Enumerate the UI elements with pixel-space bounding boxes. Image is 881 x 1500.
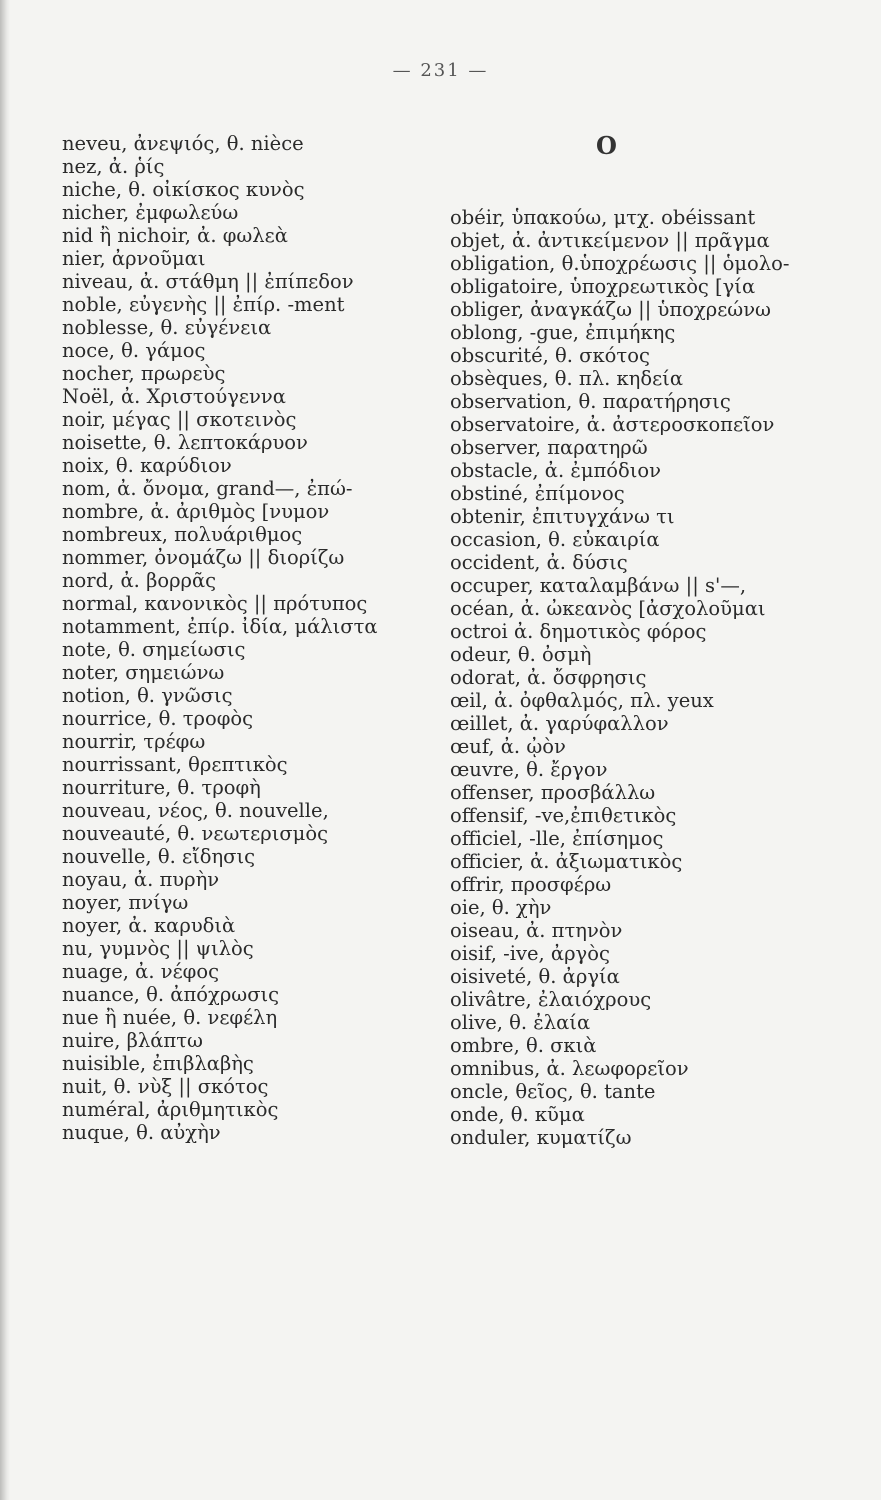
dictionary-entry: nombre, ἀ. ἀριθμὸς [νυμον bbox=[62, 500, 330, 523]
dictionary-entry: nicher, ἐμφωλεύω bbox=[62, 201, 239, 224]
dictionary-entry: niche, θ. οἰκίσκος κυνὸς bbox=[62, 178, 305, 201]
dictionary-entry: noisette, θ. λεπτοκάρυον bbox=[62, 431, 308, 454]
dictionary-entry: noblesse, θ. εὐγένεια bbox=[62, 316, 272, 339]
dictionary-entry: nuance, θ. ἀπόχρωσις bbox=[62, 983, 280, 1006]
dictionary-entry: numéral, ἀριθμητικὸς bbox=[62, 1098, 279, 1121]
dictionary-entry: onduler, κυματίζω bbox=[450, 1126, 632, 1149]
dictionary-entry: nourrir, τρέφω bbox=[62, 730, 206, 753]
dictionary-entry: objet, ἀ. ἀντικείμενον || πρᾶγμα bbox=[450, 229, 770, 252]
dictionary-entry: observer, παρατηρῶ bbox=[450, 436, 648, 459]
dictionary-entry: obsèques, θ. πλ. κηδεία bbox=[450, 367, 683, 390]
dictionary-entry: noix, θ. καρύδιον bbox=[62, 454, 232, 477]
dictionary-entry: nourrice, θ. τροφὸς bbox=[62, 707, 254, 730]
dictionary-entry: oisiveté, θ. ἀργία bbox=[450, 965, 620, 988]
page-binding-edge bbox=[0, 0, 10, 1500]
dictionary-entry: normal, κανονικὸς || πρότυπος bbox=[62, 592, 368, 615]
dictionary-entry: olivâtre, ἐλαιόχρους bbox=[450, 988, 652, 1011]
dictionary-entry: obstacle, ἀ. ἐμπόδιον bbox=[450, 459, 662, 482]
left-column-entries bbox=[62, 132, 442, 1144]
dictionary-entry: nourriture, θ. τροφὴ bbox=[62, 776, 261, 799]
dictionary-entry: obligatoire, ὑποχρεωτικὸς [γία bbox=[450, 275, 756, 298]
dictionary-entry: œil, ἀ. ὀφθαλμός, πλ. yeux bbox=[450, 689, 714, 712]
dictionary-entry: noter, σημειώνω bbox=[62, 661, 225, 684]
dictionary-entry: obscurité, θ. σκότος bbox=[450, 344, 650, 367]
dictionary-entry: noyer, πνίγω bbox=[62, 891, 189, 914]
dictionary-entry: nuage, ἀ. νέφος bbox=[62, 960, 219, 983]
dictionary-entry: obéir, ὑπακούω, μτχ. obéissant bbox=[450, 206, 756, 229]
dictionary-entry: nez, ἀ. ῥίς bbox=[62, 155, 165, 178]
dictionary-entry: ombre, θ. σκιὰ bbox=[450, 1034, 597, 1057]
dictionary-entry: observatoire, ἀ. ἀστεροσκοπεῖον bbox=[450, 413, 775, 436]
dictionary-entry: œuvre, θ. ἔργον bbox=[450, 758, 608, 781]
dictionary-entry: oisif, -ive, ἀργὸς bbox=[450, 942, 610, 965]
dictionary-entry: notamment, ἐπίρ. ἰδία, μάλιστα bbox=[62, 615, 378, 638]
dictionary-entry: nouveau, νέος, θ. nouvelle, bbox=[62, 799, 329, 822]
dictionary-entry: oiseau, ἀ. πτηνὸν bbox=[450, 919, 623, 942]
dictionary-entry: nier, ἀρνοῦμαι bbox=[62, 247, 206, 270]
dictionary-entry: nouveauté, θ. νεωτερισμὸς bbox=[62, 822, 329, 845]
dictionary-entry: odorat, ἀ. ὄσφρησις bbox=[450, 666, 647, 689]
dictionary-entry: oblong, -gue, ἐπιμήκης bbox=[450, 321, 676, 344]
dictionary-entry: nu, γυμνὸς || ψιλὸς bbox=[62, 937, 254, 960]
dictionary-entry: nuit, θ. νὺξ || σκότος bbox=[62, 1075, 269, 1098]
dictionary-entry: oie, θ. χὴν bbox=[450, 896, 552, 919]
dictionary-entry: noyau, ἀ. πυρὴν bbox=[62, 868, 220, 891]
right-column-entries bbox=[450, 206, 850, 1149]
dictionary-entry: nuque, θ. αὐχὴν bbox=[62, 1121, 221, 1144]
dictionary-entry: olive, θ. ἐλαία bbox=[450, 1011, 591, 1034]
dictionary-entry: noce, θ. γάμος bbox=[62, 339, 206, 362]
dictionary-entry: Noël, ἀ. Χριστούγεννα bbox=[62, 385, 286, 408]
dictionary-entry: nuisible, ἐπιβλαβὴς bbox=[62, 1052, 254, 1075]
dictionary-entry: nourrissant, θρεπτικὸς bbox=[62, 753, 288, 776]
dictionary-entry: obstiné, ἐπίμονος bbox=[450, 482, 625, 505]
dictionary-entry: occuper, καταλαμβάνω || s'—, bbox=[450, 574, 747, 597]
dictionary-entry: occasion, θ. εὐκαιρία bbox=[450, 528, 660, 551]
dictionary-entry: neveu, ἀνεψιός, θ. nièce bbox=[62, 132, 304, 155]
dictionary-entry: nid ἢ nichoir, ἀ. φωλεὰ bbox=[62, 224, 288, 247]
page-number: — 231 — bbox=[392, 60, 489, 81]
dictionary-entry: obliger, ἀναγκάζω || ὑποχρεώνω bbox=[450, 298, 771, 321]
dictionary-entry: obtenir, ἐπιτυγχάνω τι bbox=[450, 505, 675, 528]
dictionary-entry: nue ἢ nuée, θ. νεφέλη bbox=[62, 1006, 278, 1029]
dictionary-entry: observation, θ. παρατήρησις bbox=[450, 390, 731, 413]
dictionary-entry: notion, θ. γνῶσις bbox=[62, 684, 233, 707]
dictionary-entry: note, θ. σημείωσις bbox=[62, 638, 246, 661]
dictionary-entry: nuire, βλάπτω bbox=[62, 1029, 203, 1052]
dictionary-entry: officiel, -lle, ἐπίσημος bbox=[450, 827, 664, 850]
dictionary-entry: œuf, ἀ. ᾠὸν bbox=[450, 735, 566, 758]
dictionary-entry: occident, ἀ. δύσις bbox=[450, 551, 628, 574]
dictionary-entry: omnibus, ἀ. λεωφορεῖον bbox=[450, 1057, 689, 1080]
dictionary-entry: obligation, θ.ὑποχρέωσις || ὁμολο- bbox=[450, 252, 790, 275]
dictionary-entry: nombreux, πολυάριθμος bbox=[62, 523, 303, 546]
dictionary-entry: nouvelle, θ. εἴδησις bbox=[62, 845, 256, 868]
dictionary-entry: onde, θ. κῦμα bbox=[450, 1103, 585, 1126]
dictionary-entry: odeur, θ. ὀσμὴ bbox=[450, 643, 592, 666]
dictionary-entry: œillet, ἀ. γαρύφαλλον bbox=[450, 712, 669, 735]
dictionary-entry: océan, ἀ. ὠκεανὸς [ἀσχολοῦμαι bbox=[450, 597, 766, 620]
dictionary-entry: offenser, προσβάλλω bbox=[450, 781, 656, 804]
dictionary-entry: nom, ἀ. ὄνομα, grand—, ἐπώ- bbox=[62, 477, 353, 500]
dictionary-entry: noir, μέγας || σκοτεινὸς bbox=[62, 408, 297, 431]
dictionary-entry: offrir, προσφέρω bbox=[450, 873, 612, 896]
dictionary-entry: nord, ἀ. βορρᾶς bbox=[62, 569, 217, 592]
dictionary-entry: noble, εὐγενὴς || ἐπίρ. -ment bbox=[62, 293, 345, 316]
dictionary-entry: offensif, -ve,ἐπιθετικὸς bbox=[450, 804, 677, 827]
section-letter-heading: O bbox=[596, 131, 617, 160]
dictionary-entry: nommer, ὀνομάζω || διορίζω bbox=[62, 546, 345, 569]
dictionary-entry: niveau, ἀ. στάθμη || ἐπίπεδον bbox=[62, 270, 354, 293]
dictionary-entry: officier, ἀ. ἀξιωματικὸς bbox=[450, 850, 683, 873]
dictionary-entry: nocher, πρωρεὺς bbox=[62, 362, 226, 385]
dictionary-entry: octroi ἀ. δημοτικὸς φόρος bbox=[450, 620, 707, 643]
dictionary-entry: noyer, ἀ. καρυδιὰ bbox=[62, 914, 236, 937]
dictionary-entry: oncle, θεῖος, θ. tante bbox=[450, 1080, 656, 1103]
